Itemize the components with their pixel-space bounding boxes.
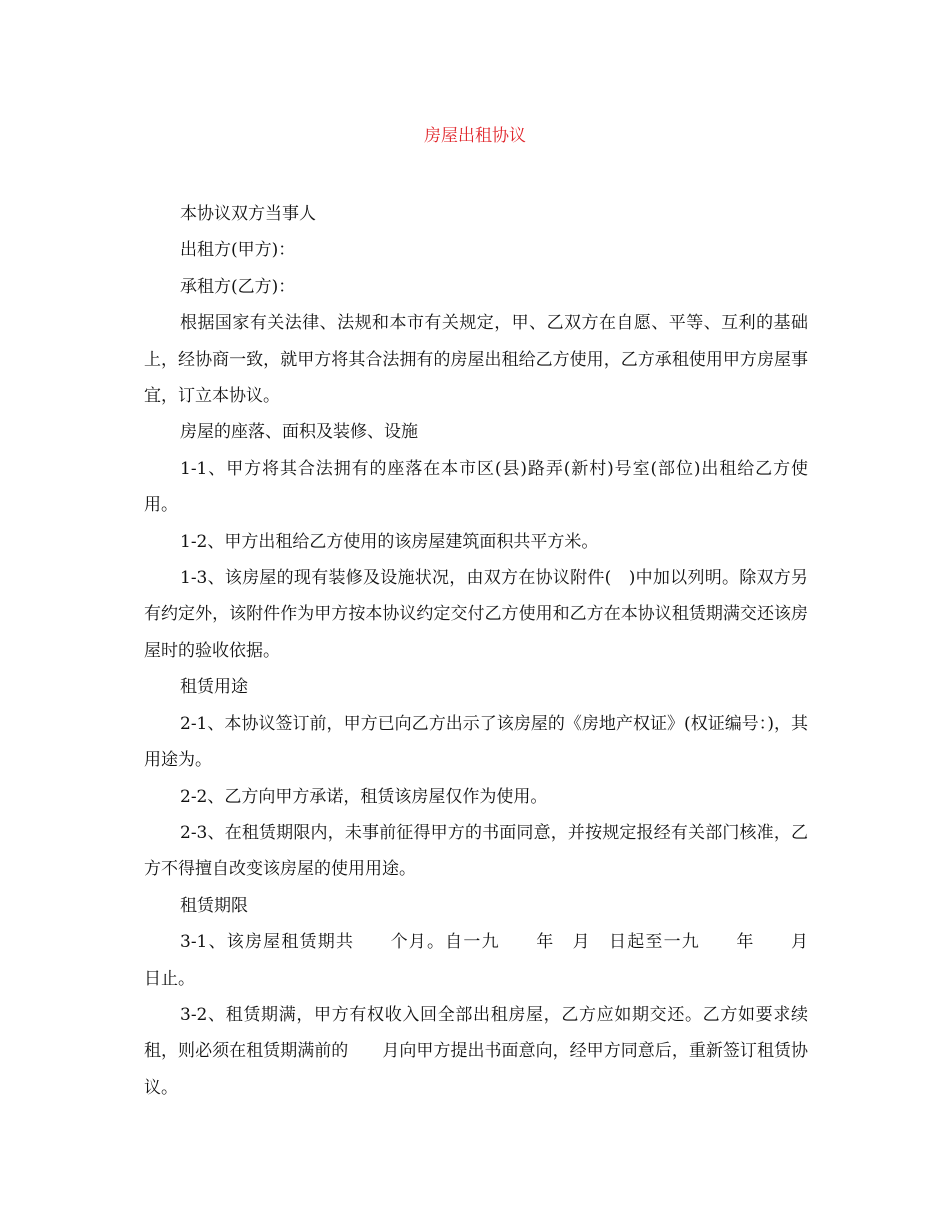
clause-2-2: 2-2、乙方向甲方承诺，租赁该房屋仅作为使用。 [180,786,548,807]
clause-3-2: 3-2、租赁期满，甲方有权收入回全部出租房屋，乙方应如期交还。乙方如要求续租，则必须在租赁期满前的 月向甲方提出书面意向，经甲方同意后，重新签订租赁协议。 [144,1004,808,1098]
paragraph-lessor: 出租方(甲方)： [180,240,296,261]
section-heading-term: 租赁期限 [180,895,248,916]
paragraph-preamble: 根据国家有关法律、法规和本市有关规定，甲、乙双方在自愿、平等、互利的基础上，经协商一致，就甲方将其合法拥有的房屋出租给乙方使用，乙方承租使用甲方房屋事宜，订立本协议。 [144,313,808,407]
clause-3-1: 3-1、该房屋租赁期共 个月。自一九 年 月 日起至一九 年 月 日止。 [144,932,842,989]
clause-2-3: 2-3、在租赁期限内，未事前征得甲方的书面同意，并按规定报经有关部门核准，乙方不得擅自改变该房屋的使用用途。 [144,822,808,880]
clause-1-1: 1-1、甲方将其合法拥有的座落在本市区(县)路弄(新村)号室(部位)出租给乙方使用。 [144,458,808,516]
document-title: 房屋出租协议 [424,126,526,146]
section-heading-property: 房屋的座落、面积及装修、设施 [180,422,418,443]
clause-1-3: 1-3、该房屋的现有装修及设施状况，由双方在协议附件( )中加以列明。除双方另有约定外，该附件作为甲方按本协议约定交付乙方使用和乙方在本协议租赁期满交还该房屋时的验收依据。 [144,568,808,661]
document-body [144,196,842,1106]
paragraph-lessee: 承租方(乙方)： [180,276,296,297]
paragraph-parties-intro: 本协议双方当事人 [180,204,316,224]
clause-2-1: 2-1、本协议签订前，甲方已向乙方出示了该房屋的《房地产权证》(权证编号：)，其用途为。 [144,713,808,771]
clause-1-2: 1-2、甲方出租给乙方使用的该房屋建筑面积共平方米。 [180,531,599,552]
section-heading-usage: 租赁用途 [180,677,248,698]
